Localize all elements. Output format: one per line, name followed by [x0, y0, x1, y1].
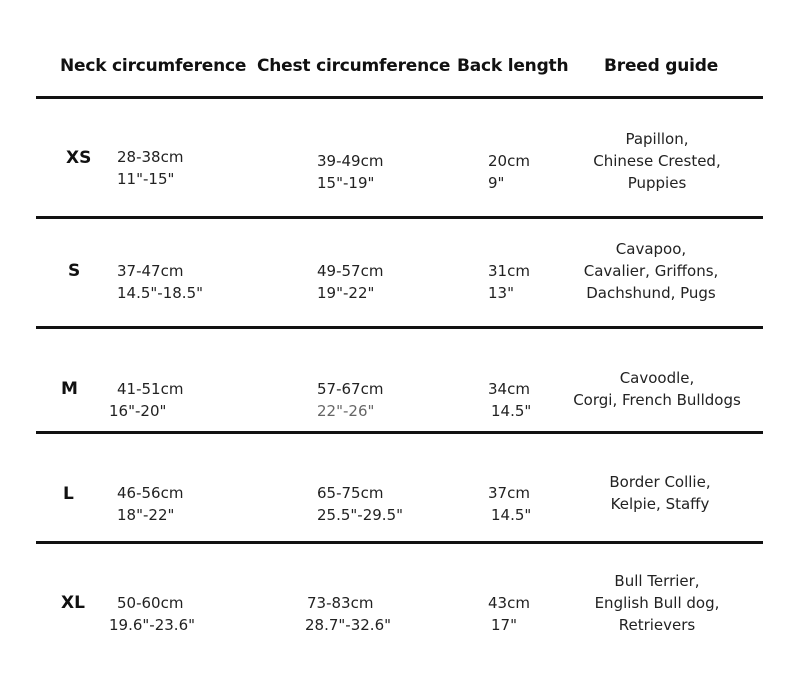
breed-line: Cavapoo,	[615, 240, 687, 258]
back-in: 17"	[491, 616, 517, 634]
breed-guide-cell	[557, 128, 757, 194]
size-label: S	[68, 261, 81, 281]
neck-in: 11"-15"	[117, 170, 175, 188]
chest-measurement	[317, 260, 383, 304]
chest-cm: 49-57cm	[317, 262, 384, 280]
neck-cm: 50-60cm	[117, 594, 184, 612]
breed-guide-cell	[557, 367, 757, 411]
neck-in: 18"-22"	[117, 506, 175, 524]
divider-m-l	[36, 431, 763, 434]
back-cm: 20cm	[488, 152, 530, 170]
back-in: 13"	[488, 284, 514, 302]
back-measurement	[488, 482, 531, 526]
back-in: 14.5"	[491, 506, 532, 524]
breed-guide-cell	[557, 570, 757, 636]
chest-cm: 65-75cm	[317, 484, 384, 502]
neck-measurement	[117, 482, 183, 526]
back-in: 14.5"	[491, 402, 532, 420]
size-label: L	[63, 484, 74, 504]
chest-in: 28.7"-32.6"	[305, 616, 392, 634]
neck-measurement	[109, 378, 184, 422]
back-measurement	[488, 378, 531, 422]
breed-guide-cell	[551, 238, 751, 304]
chest-measurement	[307, 592, 391, 636]
neck-cm: 28-38cm	[117, 148, 184, 166]
back-cm: 37cm	[488, 484, 530, 502]
divider-xs-s	[36, 216, 763, 219]
breed-line: Cavalier, Griffons,	[583, 262, 719, 280]
breed-line: Puppies	[627, 174, 687, 192]
back-in: 9"	[488, 174, 505, 192]
neck-cm: 46-56cm	[117, 484, 184, 502]
size-label: XL	[61, 593, 85, 613]
breed-line: Cavoodle,	[619, 369, 695, 387]
back-measurement	[488, 592, 530, 636]
back-cm: 34cm	[488, 380, 530, 398]
chest-cm: 73-83cm	[307, 594, 374, 612]
breed-line: Papillon,	[625, 130, 689, 148]
breed-line: Border Collie,	[609, 473, 711, 491]
chest-in: 19"-22"	[317, 284, 375, 302]
neck-cm: 37-47cm	[117, 262, 184, 280]
breed-line: Chinese Crested,	[593, 152, 721, 170]
chest-cm: 39-49cm	[317, 152, 384, 170]
neck-measurement	[117, 260, 203, 304]
chest-measurement	[317, 378, 383, 422]
header-neck-circumference: Neck circumference	[60, 56, 247, 76]
breed-guide-cell	[560, 471, 760, 515]
chest-measurement	[317, 482, 403, 526]
chest-in: 22"-26"	[317, 402, 375, 420]
chest-cm: 57-67cm	[317, 380, 384, 398]
neck-in: 19.6"-23.6"	[109, 616, 196, 634]
chest-in: 15"-19"	[317, 174, 375, 192]
header-breed-guide: Breed guide	[604, 56, 719, 76]
back-cm: 43cm	[488, 594, 530, 612]
back-measurement	[488, 150, 530, 194]
chest-in: 25.5"-29.5"	[317, 506, 404, 524]
divider-s-m	[36, 326, 763, 329]
neck-in: 14.5"-18.5"	[117, 284, 204, 302]
header-back-length: Back length	[457, 56, 569, 76]
neck-measurement	[117, 146, 183, 190]
breed-line: Dachshund, Pugs	[586, 284, 716, 302]
breed-line: Corgi, French Bulldogs	[573, 391, 741, 409]
size-label: XS	[66, 148, 92, 168]
neck-cm: 41-51cm	[117, 380, 184, 398]
breed-line: Retrievers	[618, 616, 696, 634]
back-cm: 31cm	[488, 262, 530, 280]
divider-l-xl	[36, 541, 763, 544]
size-label: M	[61, 379, 78, 399]
breed-line: English Bull dog,	[594, 594, 720, 612]
header-chest-circumference: Chest circumference	[257, 56, 451, 76]
breed-line: Kelpie, Staffy	[610, 495, 710, 513]
neck-in: 16"-20"	[109, 402, 167, 420]
breed-line: Bull Terrier,	[614, 572, 700, 590]
back-measurement	[488, 260, 530, 304]
chest-measurement	[317, 150, 383, 194]
divider-header	[36, 96, 763, 99]
neck-measurement	[109, 592, 196, 636]
